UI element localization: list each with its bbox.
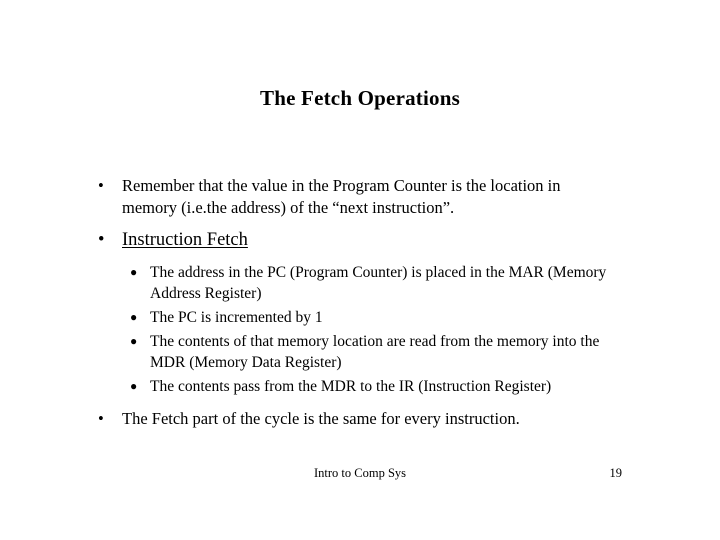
sub-bullet-item <box>130 331 610 373</box>
bullet-item <box>98 408 618 430</box>
sub-bullet-item <box>130 307 610 328</box>
slide-title: The Fetch Operations <box>260 86 460 110</box>
sub-bullet-marker: ● <box>130 334 138 348</box>
sub-bullet-text: The contents of that memory location are read from the memory into the MDR (Memory Data Register) <box>150 333 600 371</box>
sub-bullet-marker: ● <box>130 379 138 393</box>
sub-bullet-marker: ● <box>130 310 138 324</box>
bullet-item <box>98 228 618 252</box>
sub-bullet-text: The contents pass from the MDR to the IR (Instruction Register) <box>150 378 552 395</box>
bullet-marker: • <box>98 230 105 250</box>
sub-bullet-item <box>130 376 610 397</box>
sub-bullet-text: The PC is incremented by 1 <box>150 309 323 326</box>
bullet-text: The Fetch part of the cycle is the same for every instruction. <box>122 409 520 428</box>
sub-bullet-marker: ● <box>130 265 138 279</box>
sub-bullet-item <box>130 262 610 304</box>
footer-course-title: Intro to Comp Sys <box>313 466 407 480</box>
sub-bullet-list <box>130 262 610 400</box>
bullet-marker: • <box>98 409 104 428</box>
bullet-text: Remember that the value in the Program Counter is the location in memory (i.e.the address) of the “next instruction”. <box>122 176 561 217</box>
footer-page-number: 19 <box>609 466 622 480</box>
bullet-item <box>98 175 618 219</box>
section-heading: Instruction Fetch <box>122 230 248 250</box>
sub-bullet-text: The address in the PC (Program Counter) is placed in the MAR (Memory Address Register) <box>150 264 607 302</box>
bullet-marker: • <box>98 176 104 195</box>
